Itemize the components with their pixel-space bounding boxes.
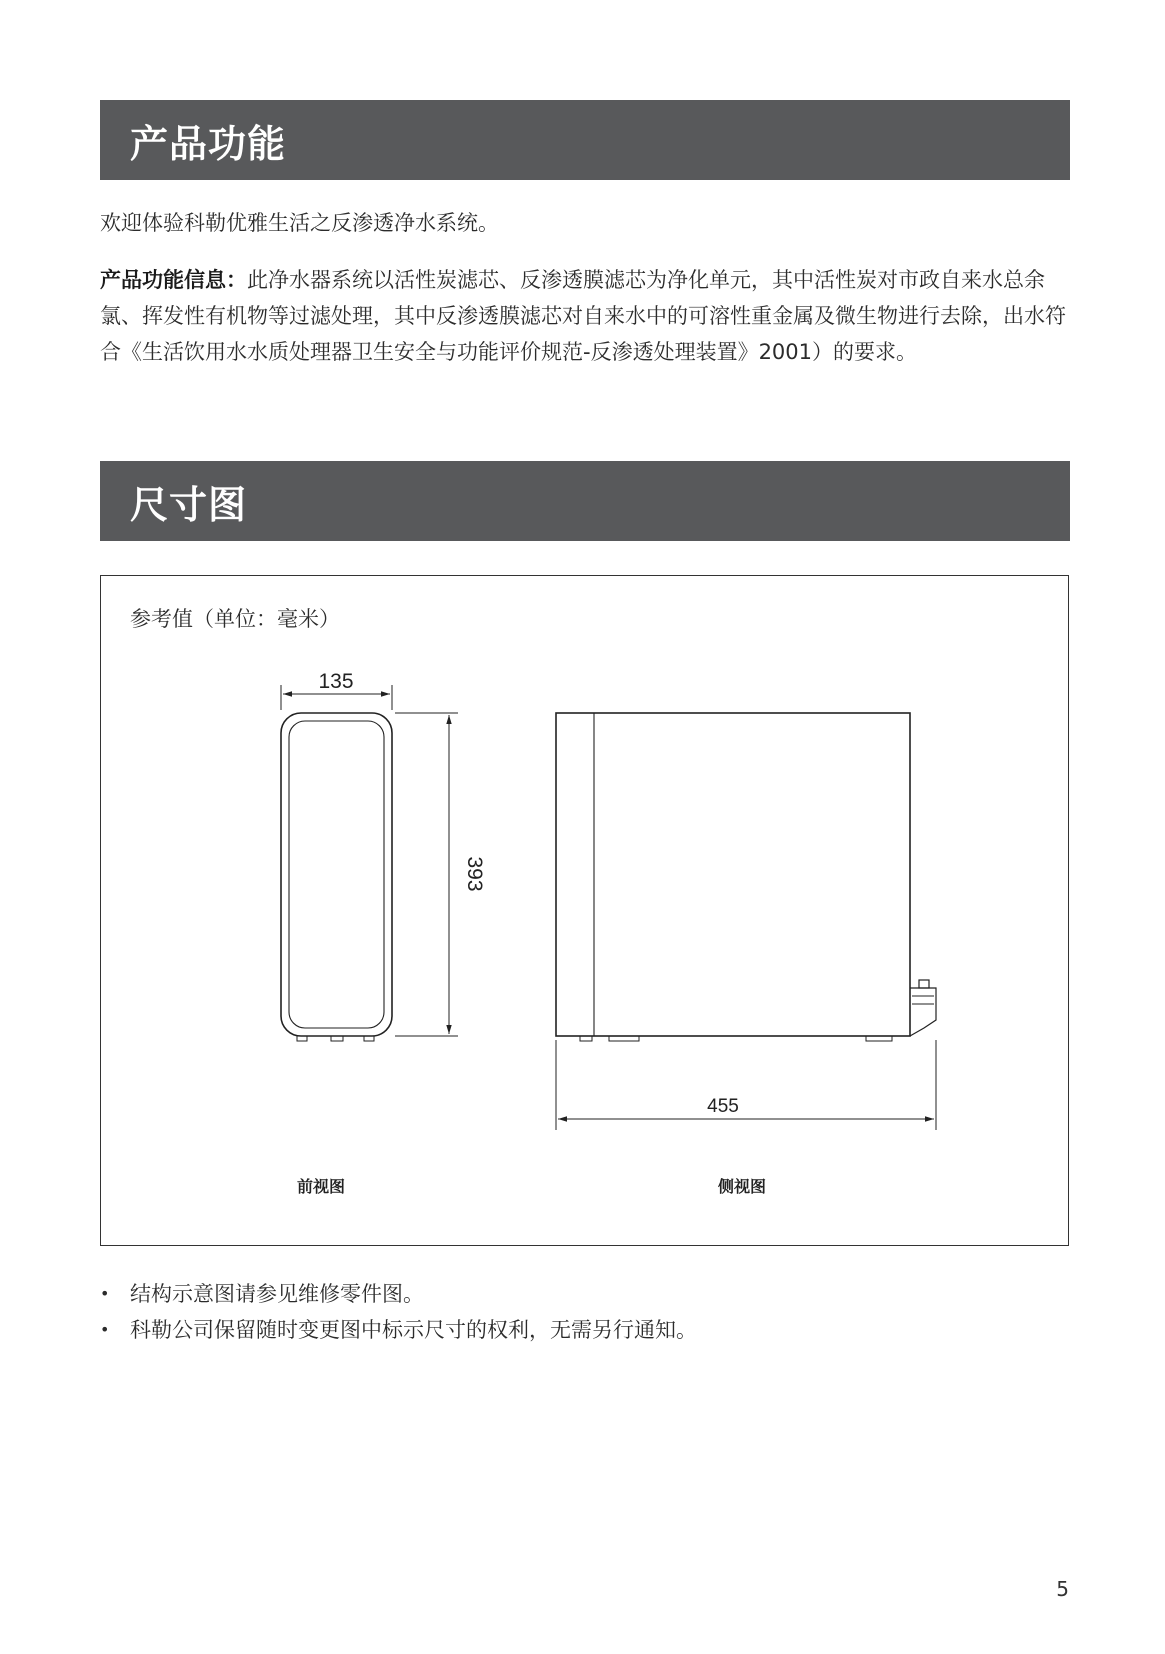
front-height-dimension [395, 713, 458, 1036]
reference-unit-label: 参考值（单位：毫米） [130, 607, 340, 631]
side-view-label: 侧视图 [718, 1177, 767, 1196]
section-title: 产品功能 [130, 121, 287, 166]
list-item: • 结构示意图请参见维修零件图。 [100, 1276, 697, 1312]
product-info-label: 产品功能信息： [100, 268, 247, 292]
side-depth-value: 455 [707, 1096, 739, 1117]
notes-list [100, 1276, 697, 1348]
front-height-value: 393 [463, 856, 486, 892]
list-item: • 科勒公司保留随时变更图中标示尺寸的权利，无需另行通知。 [100, 1312, 697, 1348]
page-number: 5 [1056, 1577, 1069, 1601]
product-info-text: 此净水器系统以活性炭滤芯、反渗透膜滤芯为净化单元，其中活性炭对市政自来水总余氯、挥发性有机物等过滤处理，其中反渗透膜滤芯对自来水中的可溶性重金属及微生物进行去除，出水符合《生活饮用水水质处理器卫生安全与功能评价规范-反渗透处理装置》2001）的要求。 [100, 268, 1066, 364]
front-view-label: 前视图 [297, 1177, 346, 1196]
front-view-drawing [281, 713, 392, 1041]
side-view-drawing [556, 713, 936, 1041]
side-depth-dimension [556, 1040, 936, 1130]
front-width-value: 135 [318, 670, 354, 693]
welcome-text: 欢迎体验科勒优雅生活之反渗透净水系统。 [100, 211, 499, 235]
section-title: 尺寸图 [130, 482, 248, 527]
